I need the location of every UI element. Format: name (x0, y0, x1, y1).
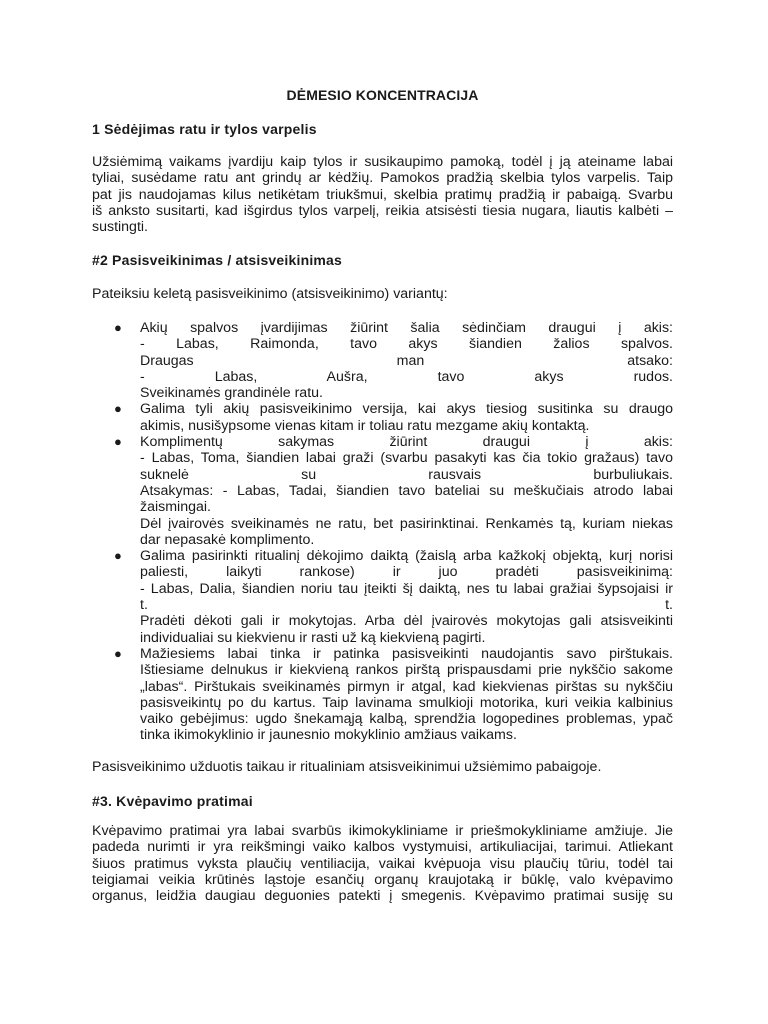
list-item-line: Ištiesiame delnukus ir kiekvieną rankos pirštą prispausdami prie nykščio sakome (140, 662, 673, 679)
paragraph-line: sustingti. (92, 219, 148, 236)
section-3-heading: #3. Kvėpavimo pratimai (92, 793, 253, 809)
list-item-line: individualiai su kiekvienu ir rasti už ką kiekvieną pagirti. (140, 629, 486, 646)
list-item-line: „labas“. Pirštukais sveikinamės pirmyn ir atgal, kad kiekvienas pirštas su nykščiu (140, 678, 673, 695)
list-item-line: Sveikinamės grandinėle ratu. (140, 385, 323, 402)
section-3-paragraph (92, 823, 673, 904)
list-item-line: Komplimentų sakymas žiūrint draugui į akis: (140, 434, 673, 451)
list-item-line: Draugas man atsako: (140, 352, 673, 369)
list-item (92, 320, 673, 401)
list-item-line: - Labas, Dalia, šiandien noriu tau įteikti šį daiktą, nes tu labai gražiai šypsojaisi ir (140, 580, 673, 597)
list-item-line: tinka ikimokyklinio ir jaunesnio mokyklinio amžiaus vaikams. (140, 727, 517, 744)
list-item-line: - Labas, Aušra, tavo akys rudos. (140, 368, 673, 385)
list-item (92, 646, 673, 744)
bullet-icon: ● (114, 320, 122, 335)
paragraph-line: Kvėpavimo pratimai yra labai svarbūs ikimokykliniame ir priešmokykliniame amžiuje. Jie (92, 823, 673, 839)
greeting-variants-list (92, 320, 673, 744)
list-item-line: vaiko gebėjimus: ugdo šnekamąją kalbą, sprendžia logopedines problemas, ypač (140, 711, 673, 728)
paragraph-line: pat jis naudojamas kilus netikėtam triukšmui, skelbia pratimų pradžią ir pabaigą. Svarbu (92, 186, 673, 203)
list-item-line: Atsakymas: - Labas, Tadai, šiandien tavo bateliai su meškučiais atrodo labai (140, 482, 673, 499)
paragraph-line: tyliai, susėdame ratu ant grindų ar kėdžių. Pamokos pradžią skelbia tylos varpelis. Taip (92, 170, 673, 187)
document-title: DĖMESIO KONCENTRACIJA (286, 87, 479, 103)
paragraph-line: organus, leidžia daugiau deguonies patekti į smegenis. Kvėpavimo pratimai susiję su (92, 888, 673, 905)
list-item-line: Dėl įvairovės sveikinamės ne ratu, bet pasirinktinai. Renkamės tą, kuriam niekas (140, 515, 673, 532)
paragraph-line: iš anksto susitarti, kad išgirdus tylos varpelį, reikia atsisėsti tiesia nugara, liautis kalbėti – (92, 202, 673, 219)
list-item-line: Akių spalvos įvardijimas žiūrint šalia sėdinčiam draugui į akis: (140, 320, 673, 336)
paragraph-line: teigiamai veikia krūtinės ląstoje esančių organų kraujotaką ir būklę, valo kvėpavimo (92, 871, 673, 888)
bullet-icon: ● (114, 645, 122, 661)
list-item-line: Mažiesiems labai tinka ir patinka pasisveikinti naudojantis savo pirštukais. (140, 645, 673, 662)
bullet-icon: ● (114, 434, 122, 450)
list-item-line: žaismingai. (140, 499, 211, 516)
list-item-line: Galima tyli akių pasisveikinimo versija, kai akys tiesiog susitinka su draugo (140, 401, 673, 418)
section-2-heading: #2 Pasisveikinimas / atsisveikinimas (92, 252, 343, 268)
list-item-line: pasisveikintų po du kartus. Taip lavinama smulkioji motorika, kuri veikia kalbinius (140, 694, 673, 711)
list-item-line: dar nepasakė komplimento. (140, 531, 315, 548)
section-2-outro: Pasisveikinimo užduotis taikau ir ritualiniam atsisveikinimui užsiėmimo pabaigoje. (92, 759, 602, 775)
list-item-line: Pradėti dėkoti gali ir mokytojas. Arba dėl įvairovės mokytojas gali atsisveikinti (140, 613, 673, 630)
bullet-icon: ● (114, 548, 122, 564)
list-item (92, 401, 673, 434)
list-item (92, 434, 673, 548)
list-item-line: Galima pasirinkti ritualinį dėkojimo daiktą (žaislą arba kažkokį objektą, kurį norisi (140, 548, 673, 565)
section-1-paragraph (92, 154, 673, 235)
list-item-line: t. t. (140, 597, 673, 614)
paragraph-line: padeda nurimti ir yra reikšmingi vaiko kalbos vystymuisi, artikuliacijai, tarimui. Atliekant (92, 839, 673, 856)
section-1-heading: 1 Sėdėjimas ratu ir tylos varpelis (92, 121, 317, 137)
list-item-line: suknelė su rausvais burbuliukais. (140, 466, 673, 483)
list-item (92, 548, 673, 646)
paragraph-line: šiuos pratimus vyksta plaučių ventiliacija, vaikai kvėpuoja visu plaučių tūriu, todėl tai (92, 855, 673, 872)
list-item-line: - Labas, Raimonda, tavo akys šiandien žalios spalvos. (140, 336, 673, 353)
list-item-line: - Labas, Toma, šiandien labai graži (svarbu pasakyti kas čia tokio gražaus) tavo (140, 450, 673, 467)
paragraph-line: Užsiėmimą vaikams įvardiju kaip tylos ir susikaupimo pamoką, todėl į ją ateiname labai (92, 154, 673, 170)
bullet-icon: ● (114, 401, 122, 417)
section-2-intro: Pateiksiu keletą pasisveikinimo (atsisveikinimo) variantų: (92, 286, 448, 302)
list-item-line: akimis, nusišypsome vienas kitam ir toliau ratu mezgame akių kontaktą. (140, 417, 590, 434)
list-item-line: paliesti, laikyti rankose) ir juo pradėti pasisveikinimą: (140, 564, 673, 581)
